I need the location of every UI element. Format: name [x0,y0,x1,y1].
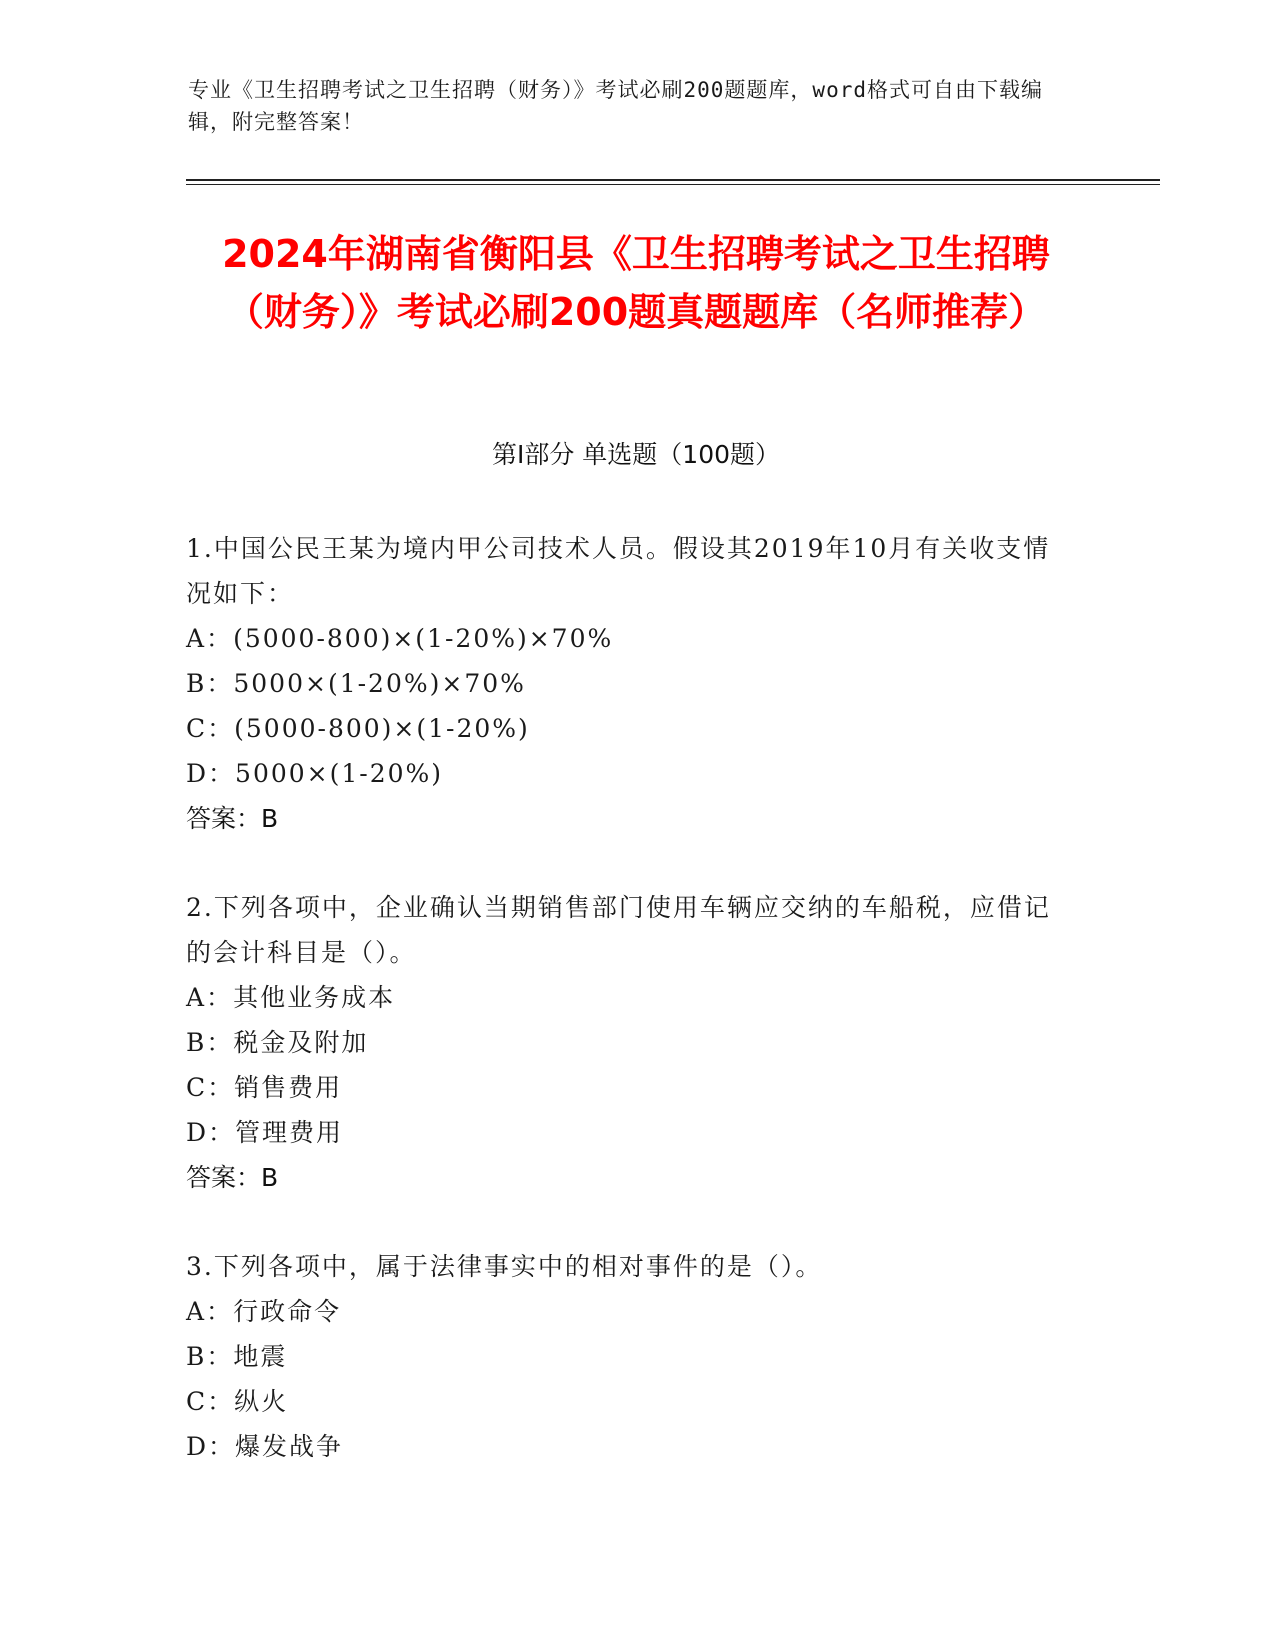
option-text: 销售费用 [234,1073,343,1102]
option-key: A： [186,1297,234,1326]
option-key: B： [186,669,234,698]
option-text: 爆发战争 [235,1432,344,1461]
option-key: D： [186,1118,236,1147]
option-d [186,1424,1066,1469]
question-2 [186,885,1066,1200]
option-text: 5000×(1-20%)×70% [233,669,526,698]
option-text: 纵火 [234,1387,289,1416]
answer: 答案：B [186,1163,279,1192]
option-a [186,975,1066,1020]
option-text: 行政命令 [233,1297,342,1326]
question-list [186,526,1066,1513]
option-key: C： [186,1387,235,1416]
question-stem: 2.下列各项中，企业确认当期销售部门使用车辆应交纳的车船税，应借记的会计科目是（）。 [186,893,1051,967]
option-key: A： [186,624,234,653]
answer: 答案：B [186,804,279,833]
question-1 [186,526,1066,841]
document-title: 2024年湖南省衡阳县《卫生招聘考试之卫生招聘（财务）》考试必刷200题真题题库（名师推荐） [222,232,1050,334]
option-b [186,1020,1066,1065]
option-c [186,706,1066,751]
option-text: (5000-800)×(1-20%) [234,714,530,743]
option-key: B： [186,1342,234,1371]
header-note: 专业《卫生招聘考试之卫生招聘（财务）》考试必刷200题题库，word格式可自由下载编辑，附完整答案！ [188,78,1043,134]
option-text: 管理费用 [235,1118,344,1147]
option-text: 其他业务成本 [233,983,396,1012]
header-divider-thin [186,184,1160,185]
question-stem: 1.中国公民王某为境内甲公司技术人员。假设其2019年10月有关收支情况如下： [186,534,1051,608]
option-b [186,661,1066,706]
option-text: 税金及附加 [233,1028,369,1057]
option-text: (5000-800)×(1-20%)×70% [233,624,614,653]
option-text: 地震 [233,1342,288,1371]
option-key: C： [186,714,235,743]
option-d [186,751,1066,796]
option-key: B： [186,1028,234,1057]
section-heading: 第I部分 单选题（100题） [491,440,781,469]
header-divider-thick [186,179,1160,181]
option-key: C： [186,1073,235,1102]
question-stem: 3.下列各项中，属于法律事实中的相对事件的是（）。 [186,1252,823,1281]
option-c [186,1065,1066,1110]
option-b [186,1334,1066,1379]
question-3 [186,1244,1066,1469]
option-a [186,616,1066,661]
option-key: D： [186,759,236,788]
option-c [186,1379,1066,1424]
option-a [186,1289,1066,1334]
option-d [186,1110,1066,1155]
option-text: 5000×(1-20%) [235,759,444,788]
option-key: D： [186,1432,236,1461]
option-key: A： [186,983,234,1012]
